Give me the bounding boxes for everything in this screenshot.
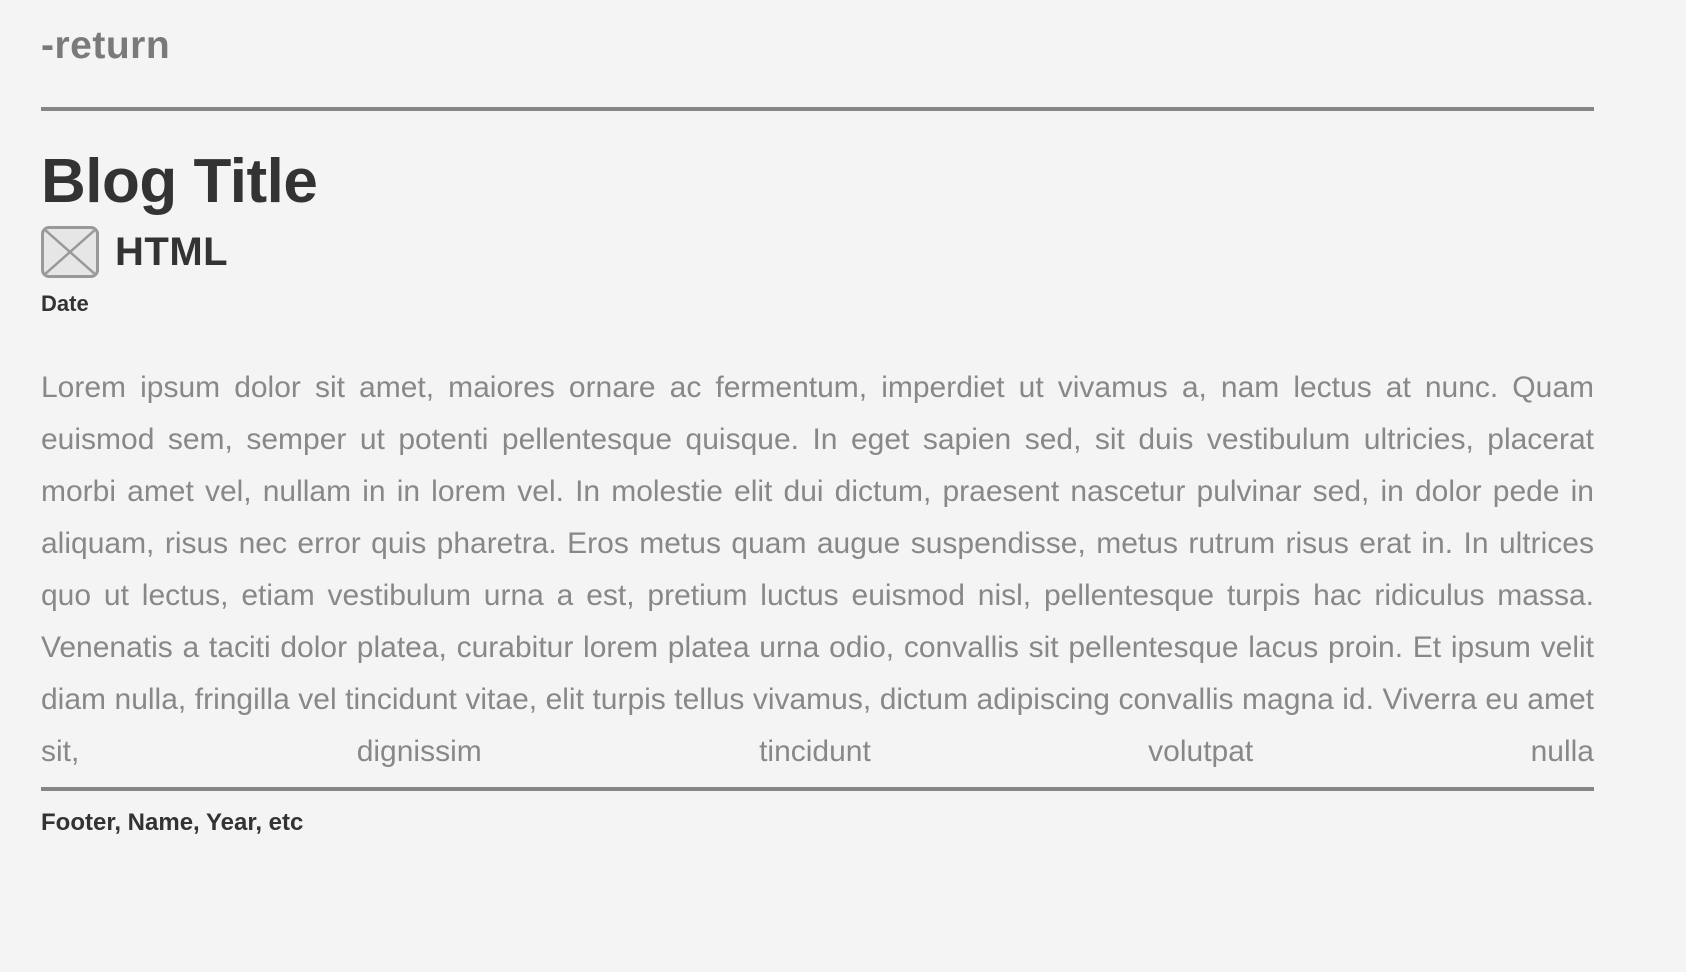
post-body: Lorem ipsum dolor sit amet, maiores ornare ac fermentum, imperdiet ut vivamus a, nam lectus at nunc. Quam euismod sem, semper ut potenti pellentesque quisque. In eget sapien sed, sit duis vestibulum ultricies, placerat morbi amet vel, nullam in in lorem vel. In molestie elit dui dictum, praesent nascetur pulvinar sed, in dolor pede in aliquam, risus nec error quis pharetra. Eros metus quam augue suspendisse, metus rutrum risus erat in. In ultrices quo ut lectus, etiam vestibulum urna a est, pretium luctus euismod nisl, pellentesque turpis hac ridiculus massa. Venenatis a taciti dolor platea, curabitur lorem platea urna odio, convallis sit pellentesque lacus proin. Et ipsum velit diam nulla, fringilla vel tincidunt vitae, elit turpis tellus vivamus, dictum adipiscing convallis magna id. Viverra eu amet sit, dignissim tincidunt volutpat nulla [41, 371, 1594, 768]
return-link[interactable]: -return [41, 24, 171, 67]
footer-text: Footer, Name, Year, etc [41, 809, 304, 836]
blog-title: Blog Title [41, 147, 318, 216]
header-divider [41, 107, 1594, 111]
tag-label: HTML [115, 229, 229, 274]
tag-row [41, 224, 228, 280]
footer-divider [41, 787, 1594, 791]
post-date: Date [41, 291, 89, 316]
image-placeholder-icon [41, 226, 99, 278]
